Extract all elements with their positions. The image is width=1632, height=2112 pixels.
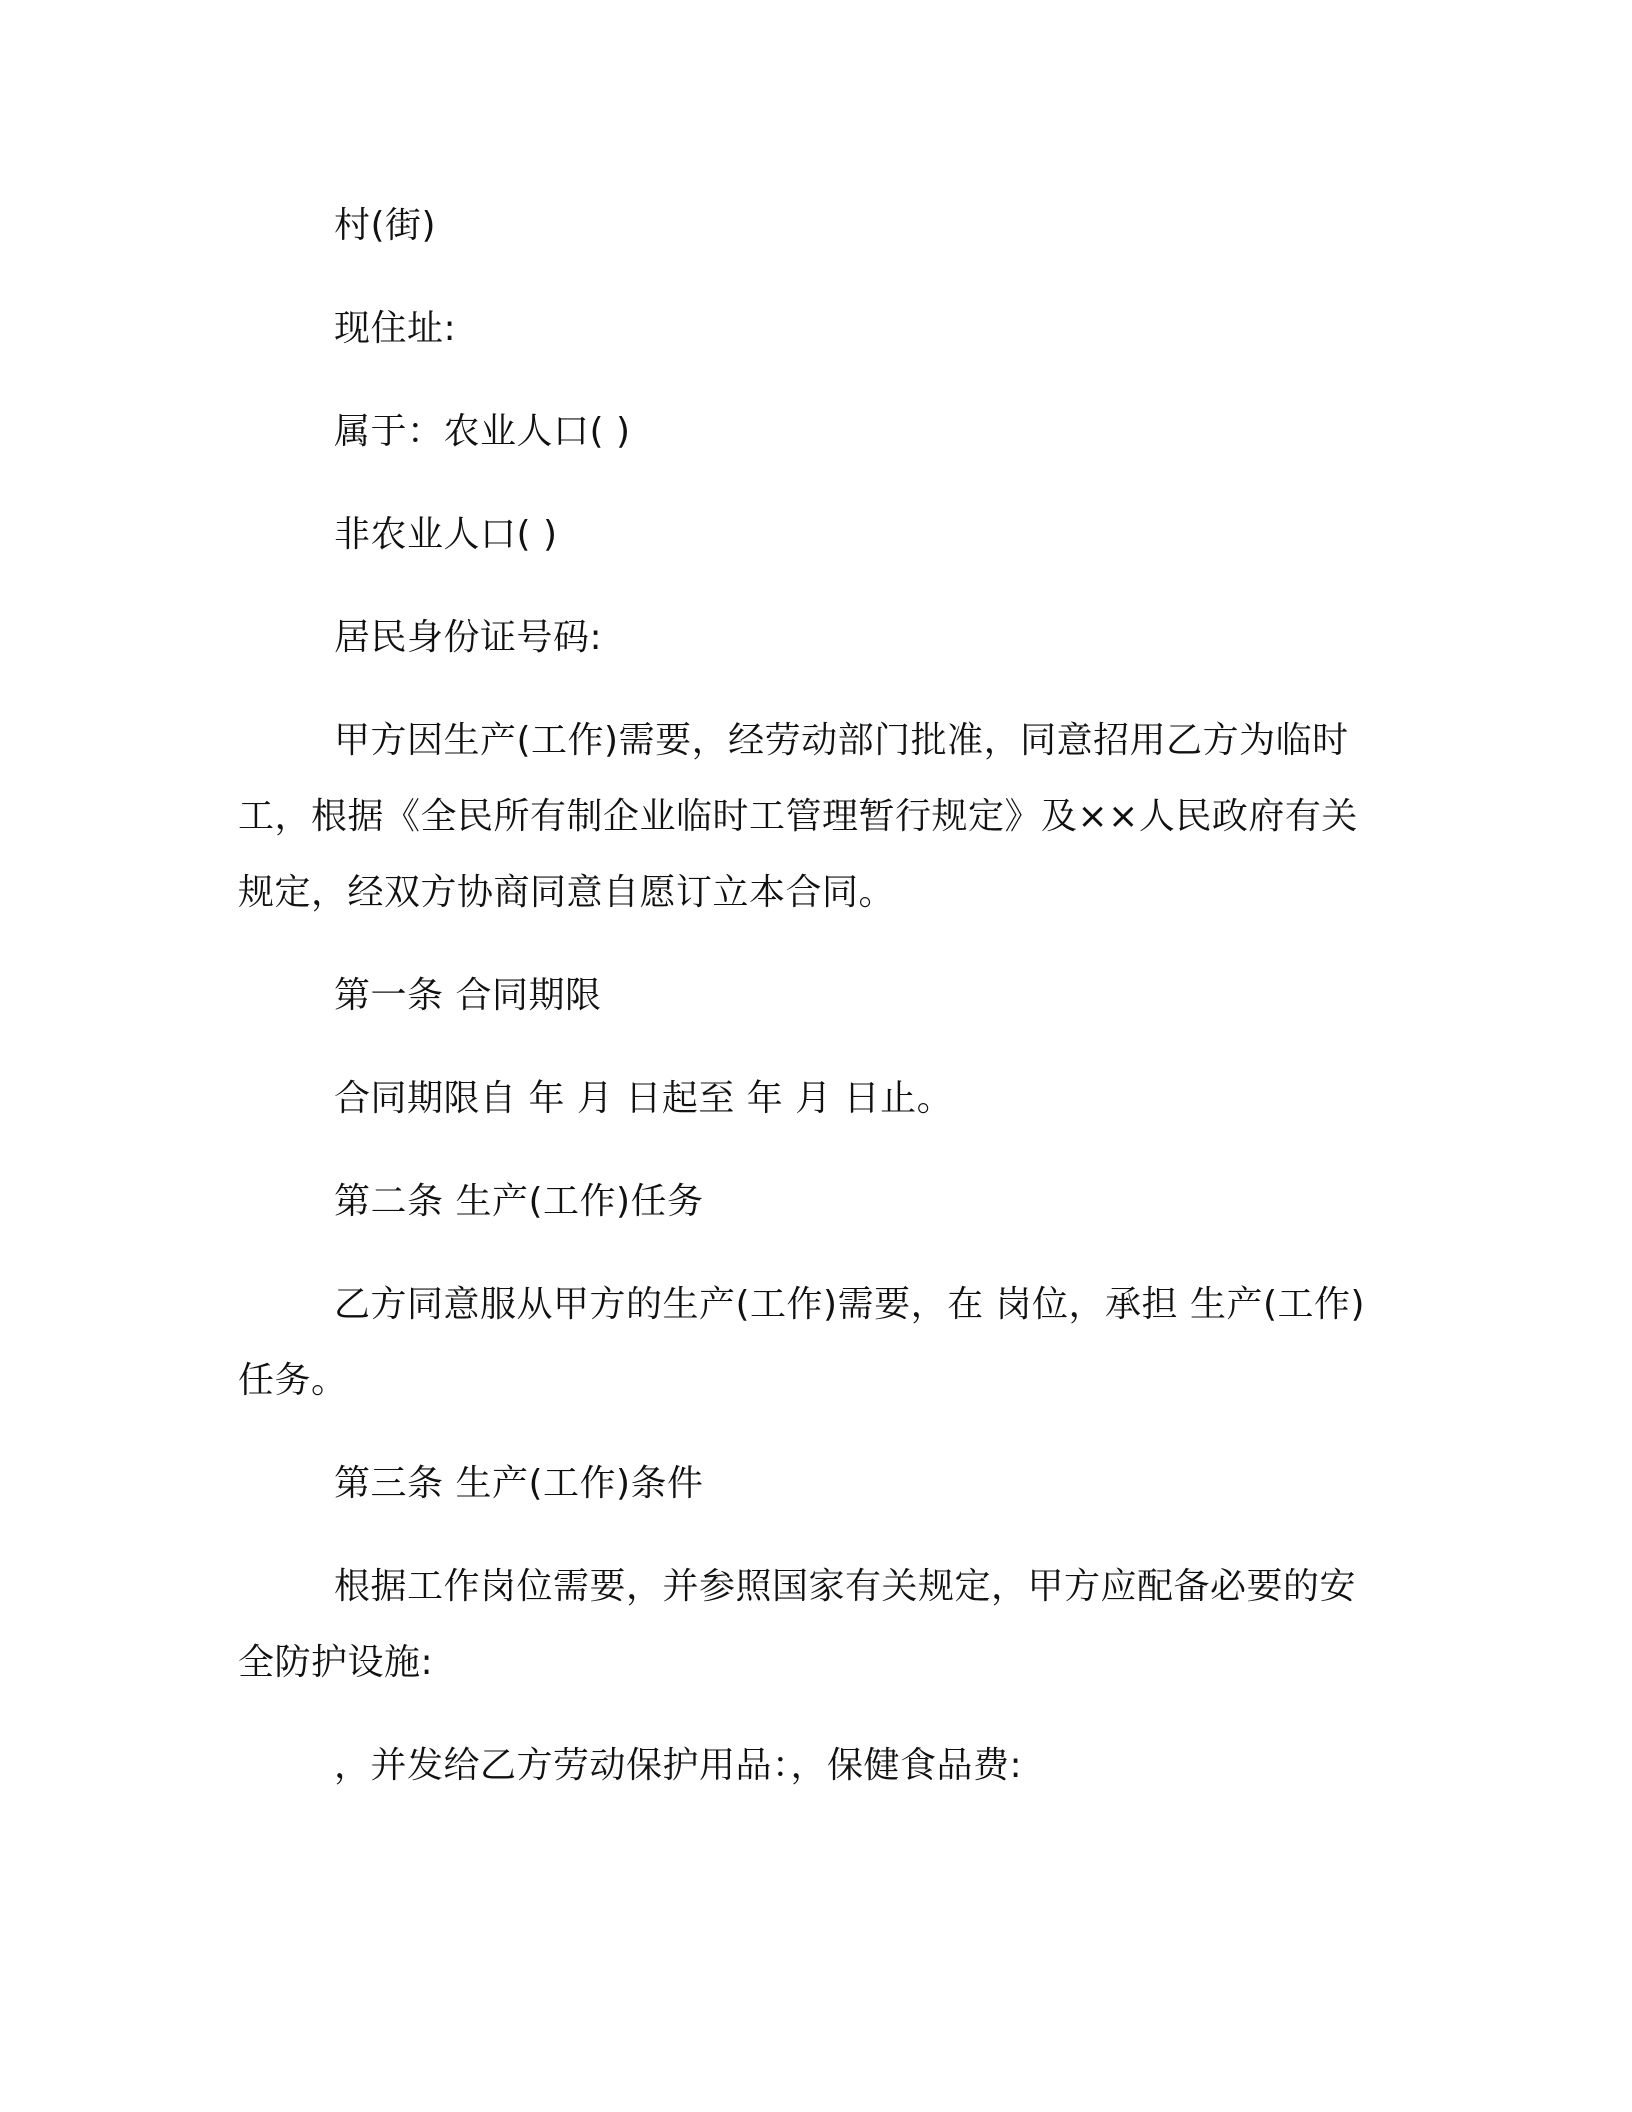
article-two-heading: 第二条 生产(工作)任务 xyxy=(334,1181,704,1222)
contract-intro-paragraph: 甲方因生产(工作)需要，经劳动部门批准，同意招用乙方为临时工，根据《全民所有制企业临时工管理暂行规定》及××人民政府有关规定，经双方协商同意自愿订立本合同。 xyxy=(238,720,1358,913)
agricultural-population-line: 属于：农业人口( ) xyxy=(334,411,631,452)
document-body xyxy=(238,188,1370,1831)
contract-term-paragraph: 合同期限自 年 月 日起至 年 月 日止。 xyxy=(334,1078,954,1119)
non-agricultural-population-line: 非农业人口( ) xyxy=(334,514,558,555)
article-one-heading: 第一条 合同期限 xyxy=(334,975,602,1016)
protective-supplies-paragraph: ，并发给乙方劳动保护用品：，保健食品费: xyxy=(334,1745,1023,1786)
safety-facilities-paragraph: 根据工作岗位需要，并参照国家有关规定，甲方应配备必要的安全防护设施: xyxy=(238,1566,1357,1683)
id-number-line: 居民身份证号码: xyxy=(334,617,603,658)
article-three-heading: 第三条 生产(工作)条件 xyxy=(334,1463,704,1504)
village-street-line: 村(街) xyxy=(334,205,437,246)
current-address-line: 现住址: xyxy=(334,308,457,349)
work-task-paragraph: 乙方同意服从甲方的生产(工作)需要，在 岗位，承担 生产(工作)任务。 xyxy=(238,1284,1366,1401)
